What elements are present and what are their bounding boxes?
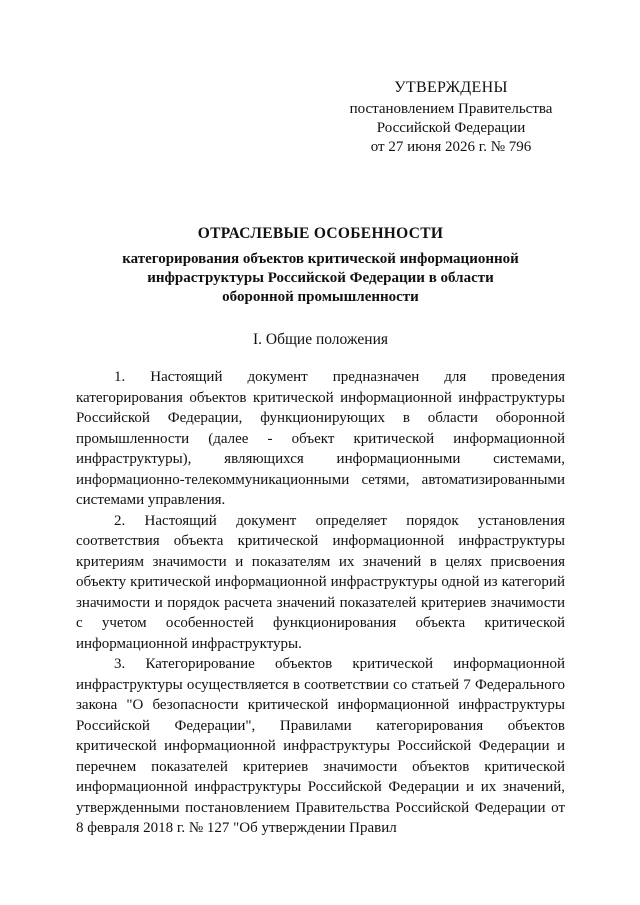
approval-block: [346, 78, 556, 157]
section-heading: I. Общие положения: [252, 331, 389, 348]
approval-line-3: от 27 июня 2026 г. № 796: [370, 139, 532, 155]
subtitle-line-2: инфраструктуры Российской Федерации в области: [147, 270, 494, 286]
document-page: [76, 0, 565, 905]
document-subtitle: [76, 250, 565, 307]
subtitle-line-1: категорирования объектов критической информационной: [122, 251, 519, 267]
subtitle-line-3: оборонной промышленности: [222, 289, 419, 305]
approval-line-2: Российской Федерации: [376, 120, 526, 136]
document-title: ОТРАСЛЕВЫЕ ОСОБЕННОСТИ: [197, 225, 444, 242]
document-body: [76, 367, 565, 839]
approval-heading: УТВЕРЖДЕНЫ: [394, 79, 508, 96]
paragraph-1: 1. Настоящий документ предназначен для проведения категорирования объектов критической информационной инфраструктуры Российской Федерации, функционирующих в области оборонной промышленности (далее - объект критической информационной инфраструктуры), являющихся информационными системами, информационно-телекоммуникационными сетями, автоматизированными системами управления.: [76, 369, 565, 508]
approval-line-1: постановлением Правительства: [349, 101, 553, 117]
paragraph-3: 3. Категорирование объектов критической информационной инфраструктуры осуществляется в соответствии со статьей 7 Федерального закона "О безопасности критической информационной инфраструктуры Российской Федерации", Правилами категорирования объектов критической информационной инфраструктуры Российской Федерации и перечнем показателей критериев значимости объектов критической информационной инфраструктуры Российской Федерации и их значений, утвержденными постановлением Правительства Российской Федерации от 8 февраля 2018 г. № 127 "Об утверждении Правил: [76, 656, 565, 836]
paragraph-2: 2. Настоящий документ определяет порядок установления соответствия объекта критической информационной инфраструктуры критериям значимости и показателям их значений в целях присвоения объекту критической информационной инфраструктуры одной из категорий значимости и порядок расчета значений показателей критериев значимости с учетом особенностей функционирования объекта критической информационной инфраструктуры.: [76, 512, 565, 652]
